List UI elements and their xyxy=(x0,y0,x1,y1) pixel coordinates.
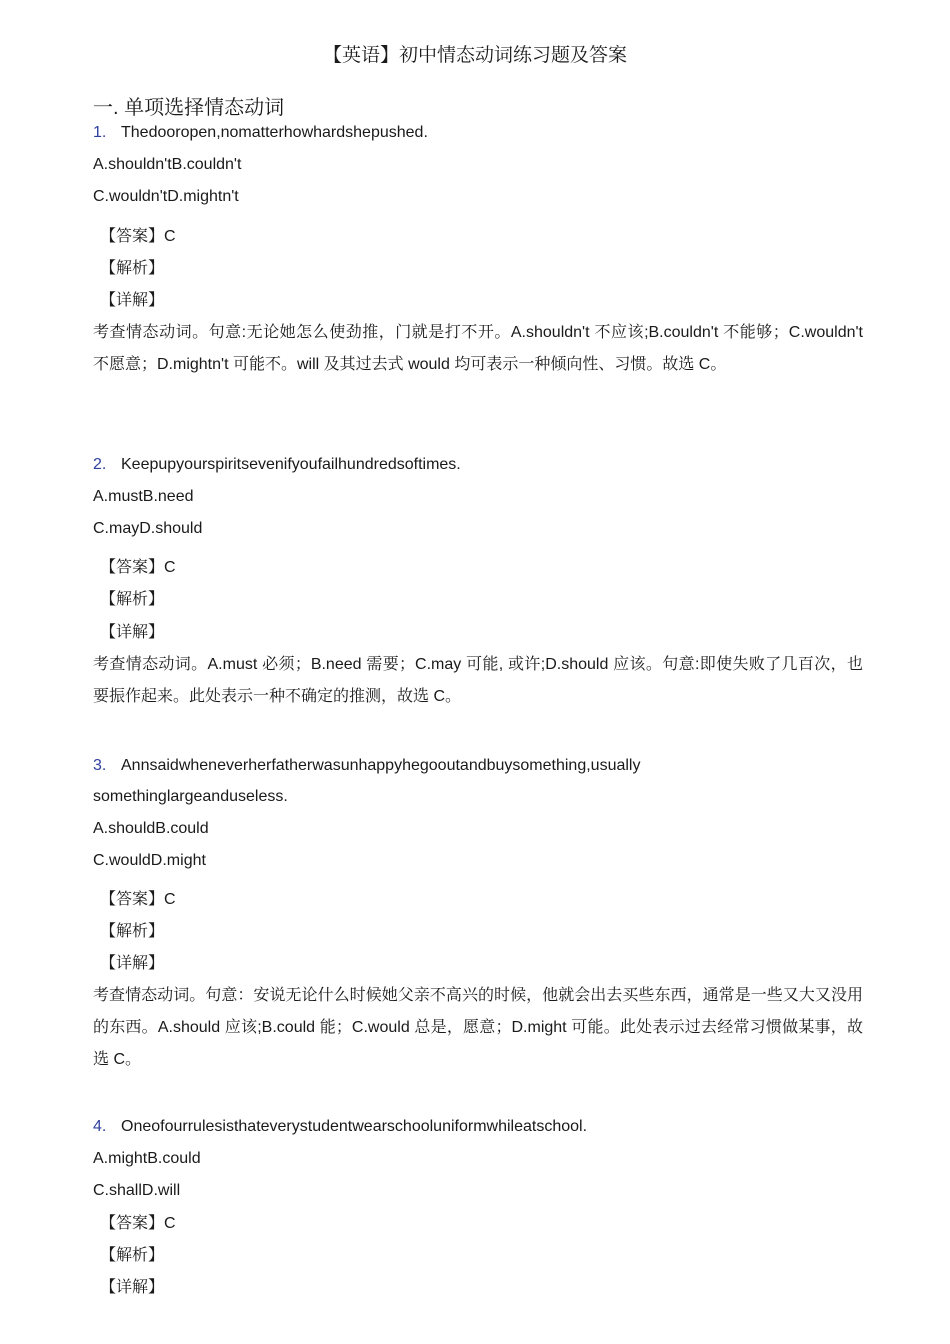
question-text: Annsaidwheneverherfatherwasunhappyhegooutandbuysomething,usually xyxy=(121,757,641,774)
question-3-options-ab: A.shouldB.could xyxy=(93,820,209,837)
question-3-explanation: 考查情态动词。句意：安说无论什么时候她父亲不高兴的时候，他就会出去买些东西，通常是一些又大又没用的东西。A.should 应该;B.could 能；C.would 总是，愿意；D.might 可能。此处表示过去经常习惯做某事，故选 C。 xyxy=(93,987,863,1068)
question-4-answer: 【答案】C xyxy=(100,1215,176,1232)
question-number: 1. xyxy=(93,124,107,141)
question-4-detail-label: 【详解】 xyxy=(100,1279,165,1296)
question-2-options-ab: A.mustB.need xyxy=(93,488,194,505)
question-text: Oneofourrulesisthateverystudentwearschooluniformwhileatschool. xyxy=(121,1118,588,1135)
question-2-stem xyxy=(93,454,461,476)
question-3-options-cd: C.wouldD.might xyxy=(93,852,206,869)
question-1-detail-label: 【详解】 xyxy=(100,292,165,309)
question-4-options-cd: C.shallD.will xyxy=(93,1182,181,1199)
question-3-stem-cont: somethinglargeanduseless. xyxy=(93,788,288,805)
page-title: 【英语】初中情态动词练习题及答案 xyxy=(322,45,627,66)
question-1-options-ab: A.shouldn'tB.couldn't xyxy=(93,156,242,173)
question-2-detail-label: 【详解】 xyxy=(100,624,165,641)
question-1-explanation: 考查情态动词。句意:无论她怎么使劲推，门就是打不开。A.shouldn't 不应该;B.couldn't 不能够；C.wouldn't 不愿意；D.mightn't 可能不。will 及其过去式 would 均可表示一种倾向性、习惯。故选 C。 xyxy=(93,324,863,373)
question-number: 2. xyxy=(93,456,107,473)
question-4-options-ab: A.mightB.could xyxy=(93,1150,201,1167)
question-1-stem xyxy=(93,122,428,144)
question-text: Keepupyourspiritsevenifyoufailhundredsoftimes. xyxy=(121,456,461,473)
question-2-analysis-label: 【解析】 xyxy=(100,591,165,608)
question-2-explanation: 考查情态动词。A.must 必须；B.need 需要；C.may 可能, 或许;D.should 应该。句意:即使失败了几百次，也要振作起来。此处表示一种不确定的推测，故选 C。 xyxy=(93,656,863,705)
question-3-answer: 【答案】C xyxy=(100,891,176,908)
question-text: Thedooropen,nomatterhowhardshepushed. xyxy=(121,124,428,141)
section-heading: 一. 单项选择情态动词 xyxy=(93,97,285,119)
question-3-analysis-label: 【解析】 xyxy=(100,923,165,940)
question-number: 4. xyxy=(93,1118,107,1135)
question-number: 3. xyxy=(93,757,107,774)
question-1-analysis-label: 【解析】 xyxy=(100,260,165,277)
question-1-options-cd: C.wouldn'tD.mightn't xyxy=(93,188,239,205)
question-3-detail-label: 【详解】 xyxy=(100,955,165,972)
question-1-answer: 【答案】C xyxy=(100,228,176,245)
question-4-analysis-label: 【解析】 xyxy=(100,1247,165,1264)
question-4-stem xyxy=(93,1116,587,1138)
question-3-stem xyxy=(93,755,640,777)
question-2-answer: 【答案】C xyxy=(100,559,176,576)
question-2-options-cd: C.mayD.should xyxy=(93,520,203,537)
